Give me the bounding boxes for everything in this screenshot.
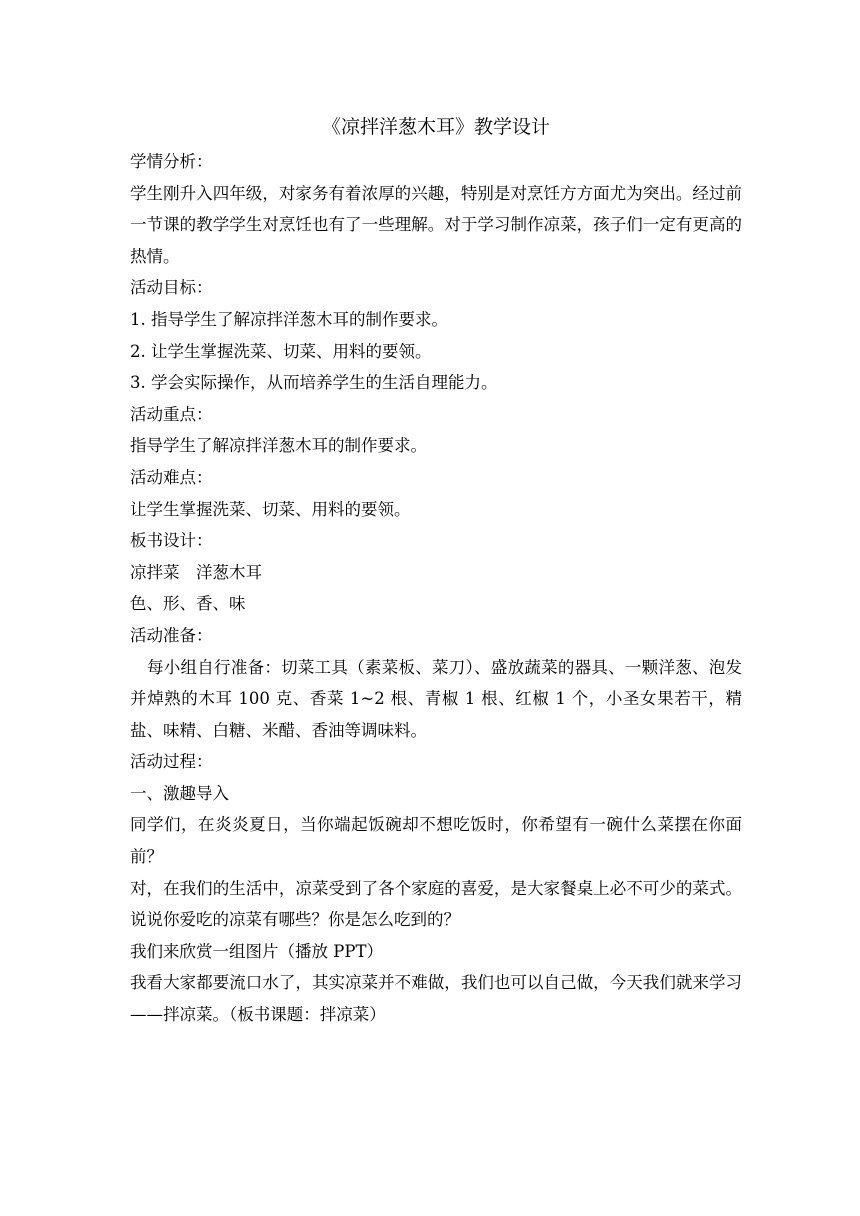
step1-paragraph: 同学们，在炎炎夏日，当你端起饭碗却不想吃饭时，你希望有一碗什么菜摆在你面前？ bbox=[130, 815, 742, 867]
goal-item: 2. 让学生掌握洗菜、切菜、用料的要领。 bbox=[130, 341, 432, 361]
key-heading: 活动重点： bbox=[130, 404, 213, 424]
step1-paragraph: 我们来欣赏一组图片（播放 PPT） bbox=[130, 941, 383, 961]
document-title: 《凉拌洋葱木耳》教学设计 bbox=[321, 116, 550, 138]
document-page bbox=[130, 112, 742, 1031]
analysis-text: 学生刚升入四年级，对家务有着浓厚的兴趣，特别是对烹饪方方面尤为突出。经过前一节课的教学学生对烹饪也有了一些理解。对于学习制作凉菜，孩子们一定有更高的热情。 bbox=[130, 183, 742, 266]
board-line: 色、形、香、味 bbox=[130, 594, 246, 614]
difficulty-text: 让学生掌握洗菜、切菜、用料的要领。 bbox=[130, 499, 411, 519]
step1-paragraph: 对，在我们的生活中，凉菜受到了各个家庭的喜爱，是大家餐桌上必不可少的菜式。说说你爱吃的凉菜有哪些？你是怎么吃到的？ bbox=[130, 878, 742, 930]
difficulty-heading: 活动难点： bbox=[130, 467, 213, 487]
board-line: 凉拌菜 洋葱木耳 bbox=[130, 562, 262, 582]
analysis-heading: 学情分析： bbox=[130, 152, 213, 171]
goal-item: 1. 指导学生了解凉拌洋葱木耳的制作要求。 bbox=[130, 309, 448, 329]
key-text: 指导学生了解凉拌洋葱木耳的制作要求。 bbox=[130, 436, 427, 456]
step1-heading: 一、激趣导入 bbox=[130, 783, 229, 803]
prep-heading: 活动准备： bbox=[130, 625, 213, 645]
prep-text: 每小组自行准备：切菜工具（素菜板、菜刀）、盛放蔬菜的器具、一颗洋葱、泡发并焯熟的木耳 100 克、香菜 1~2 根、青椒 1 根、红椒 1 个，小圣女果若干，精盐、味精、白糖、米醋、香油等调味料。 bbox=[130, 657, 742, 740]
goals-heading: 活动目标： bbox=[130, 278, 213, 298]
goal-item: 3. 学会实际操作，从而培养学生的生活自理能力。 bbox=[130, 373, 498, 393]
step1-paragraph: 我看大家都要流口水了，其实凉菜并不难做，我们也可以自己做，今天我们就来学习——拌凉菜。（板书课题：拌凉菜） bbox=[130, 973, 742, 1025]
board-heading: 板书设计： bbox=[130, 531, 213, 551]
process-heading: 活动过程： bbox=[130, 752, 213, 772]
